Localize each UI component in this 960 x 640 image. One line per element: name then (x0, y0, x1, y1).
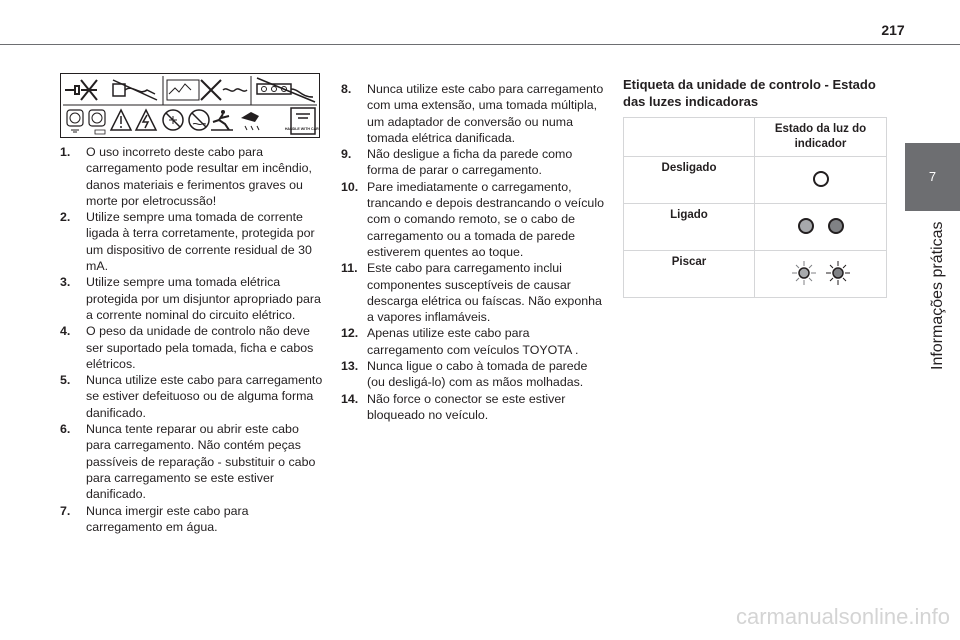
item-text: Não desligue a ficha da parede como forma de parar o carregamento. (367, 147, 573, 178)
item-text: Este cabo para carregamento inclui componentes susceptíveis de causar descarga elétrica ou faíscas. Não exponha a vapores inflamáveis. (367, 261, 602, 325)
warning-label-image (60, 73, 320, 138)
item-text: O uso incorreto deste cabo para carregamento pode resultar em incêndio, danos materiais e ferimentos graves ou morte por eletrocussão! (86, 145, 312, 208)
item-number: 8. (341, 82, 352, 96)
item-text: Utilize sempre uma tomada de corrente ligada à terra corretamente, protegida por um dispositivo de corrente residual de 30 mA. (86, 210, 315, 274)
item-number: 14. (341, 391, 359, 406)
list-item (341, 358, 607, 391)
item-text: Nunca utilize este cabo para carregamento com uma extensão, uma tomada múltipla, um adaptador de conversão ou numa tomada elétrica danificada. (367, 82, 604, 145)
list-item (60, 421, 324, 502)
item-number: 3. (60, 275, 71, 290)
list-item (60, 209, 324, 274)
section-heading: Etiqueta da unidade de controlo - Estado das luzes indicadoras (623, 77, 876, 109)
indicator-off-icon (806, 164, 836, 194)
list-item (341, 325, 607, 358)
do-not-trip-icon (211, 110, 233, 130)
warning-list-left (60, 144, 324, 535)
indicator-cell (755, 204, 887, 251)
item-number: 13. (341, 359, 359, 374)
caution-icon (111, 110, 131, 130)
list-item (341, 146, 607, 179)
list-item (341, 391, 607, 424)
no-disassembly-icon (163, 110, 183, 130)
item-number: 10. (341, 179, 359, 194)
do-not-immerse-icon (189, 110, 209, 130)
item-number: 1. (60, 145, 71, 159)
warning-list-right (341, 81, 607, 423)
table-header-empty (624, 118, 755, 157)
item-text: Nunca utilize este cabo para carregamento se estiver defeituoso ou de alguma forma danificado. (86, 373, 323, 420)
indicator-cell (755, 251, 887, 298)
item-text: Pare imediatamente o carregamento, trancando e depois destrancando o veículo com o comando remoto, se o cabo de carregamento ou a tomada de parede estiverem quentes ao toque. (367, 179, 604, 259)
list-item (60, 274, 324, 323)
no-wet-hands-icon (241, 112, 259, 130)
list-item (341, 260, 607, 325)
item-text: O peso da unidade de controlo não deve ser suportado pela tomada, ficha e cabos elétricos. (86, 324, 314, 371)
list-item (60, 503, 324, 536)
no-damaged-outlet-icon (167, 80, 221, 100)
rcd-icon (67, 110, 83, 132)
handle-with-care-icon (285, 108, 319, 134)
item-number: 4. (60, 324, 71, 339)
state-label: Piscar (624, 251, 755, 298)
chapter-title-text: Informações práticas (929, 221, 946, 370)
chapter-tab[interactable]: 7 (905, 143, 960, 211)
item-text: Não force o conector se este estiver bloqueado no veículo. (367, 391, 566, 422)
table-row (624, 251, 887, 298)
item-number: 11. (341, 261, 358, 276)
electric-shock-icon (136, 110, 156, 130)
item-number: 12. (341, 326, 359, 341)
indicator-on-icon (781, 211, 861, 241)
item-text: Nunca ligue o cabo à tomada de parede (ou desligá-lo) com as mãos molhadas. (367, 359, 588, 390)
no-water-icon (223, 89, 247, 91)
item-number: 9. (341, 147, 352, 162)
state-label: Desligado (624, 157, 755, 204)
item-number: 2. (60, 210, 71, 225)
state-label: Ligado (624, 204, 755, 251)
item-number: 6. (60, 422, 71, 437)
list-item (60, 323, 324, 372)
watermark: carmanualsonline.info (735, 604, 950, 629)
indicator-status-table (623, 117, 887, 298)
list-item (341, 81, 607, 146)
item-text: Utilize sempre uma tomada elétrica protegida por um disjuntor apropriado para a corrente nominal do circuito elétrico. (86, 275, 321, 322)
list-item (60, 372, 324, 421)
table-row (624, 204, 887, 251)
item-number: 7. (60, 503, 71, 518)
header-rule (0, 44, 960, 45)
item-text: Nunca imergir este cabo para carregamento em água. (86, 503, 249, 534)
page-number: 217 (881, 22, 905, 38)
circuit-breaker-icon (89, 110, 105, 134)
chapter-title (905, 220, 945, 370)
item-text: Apenas utilize este cabo para carregamento com veículos TOYOTA . (367, 326, 579, 357)
list-item (60, 144, 324, 209)
no-power-strip-icon (257, 78, 315, 102)
item-number: 5. (60, 373, 71, 388)
table-row (624, 157, 887, 204)
item-text: Nunca tente reparar ou abrir este cabo para carregamento. Não contém peças passíveis de reparação - substituir o cabo para carregamento se este estiver danificado. (86, 422, 316, 502)
no-adapter-icon (113, 80, 157, 100)
indicator-blinking-icon (776, 253, 866, 293)
table-header-row (624, 118, 887, 157)
indicator-cell (755, 157, 887, 204)
no-extension-cord-icon (65, 80, 97, 100)
table-column-header: Estado da luz do indicador (755, 118, 887, 157)
handle-with-care-text: HANDLE WITH CARE (284, 127, 319, 131)
list-item (341, 179, 607, 260)
